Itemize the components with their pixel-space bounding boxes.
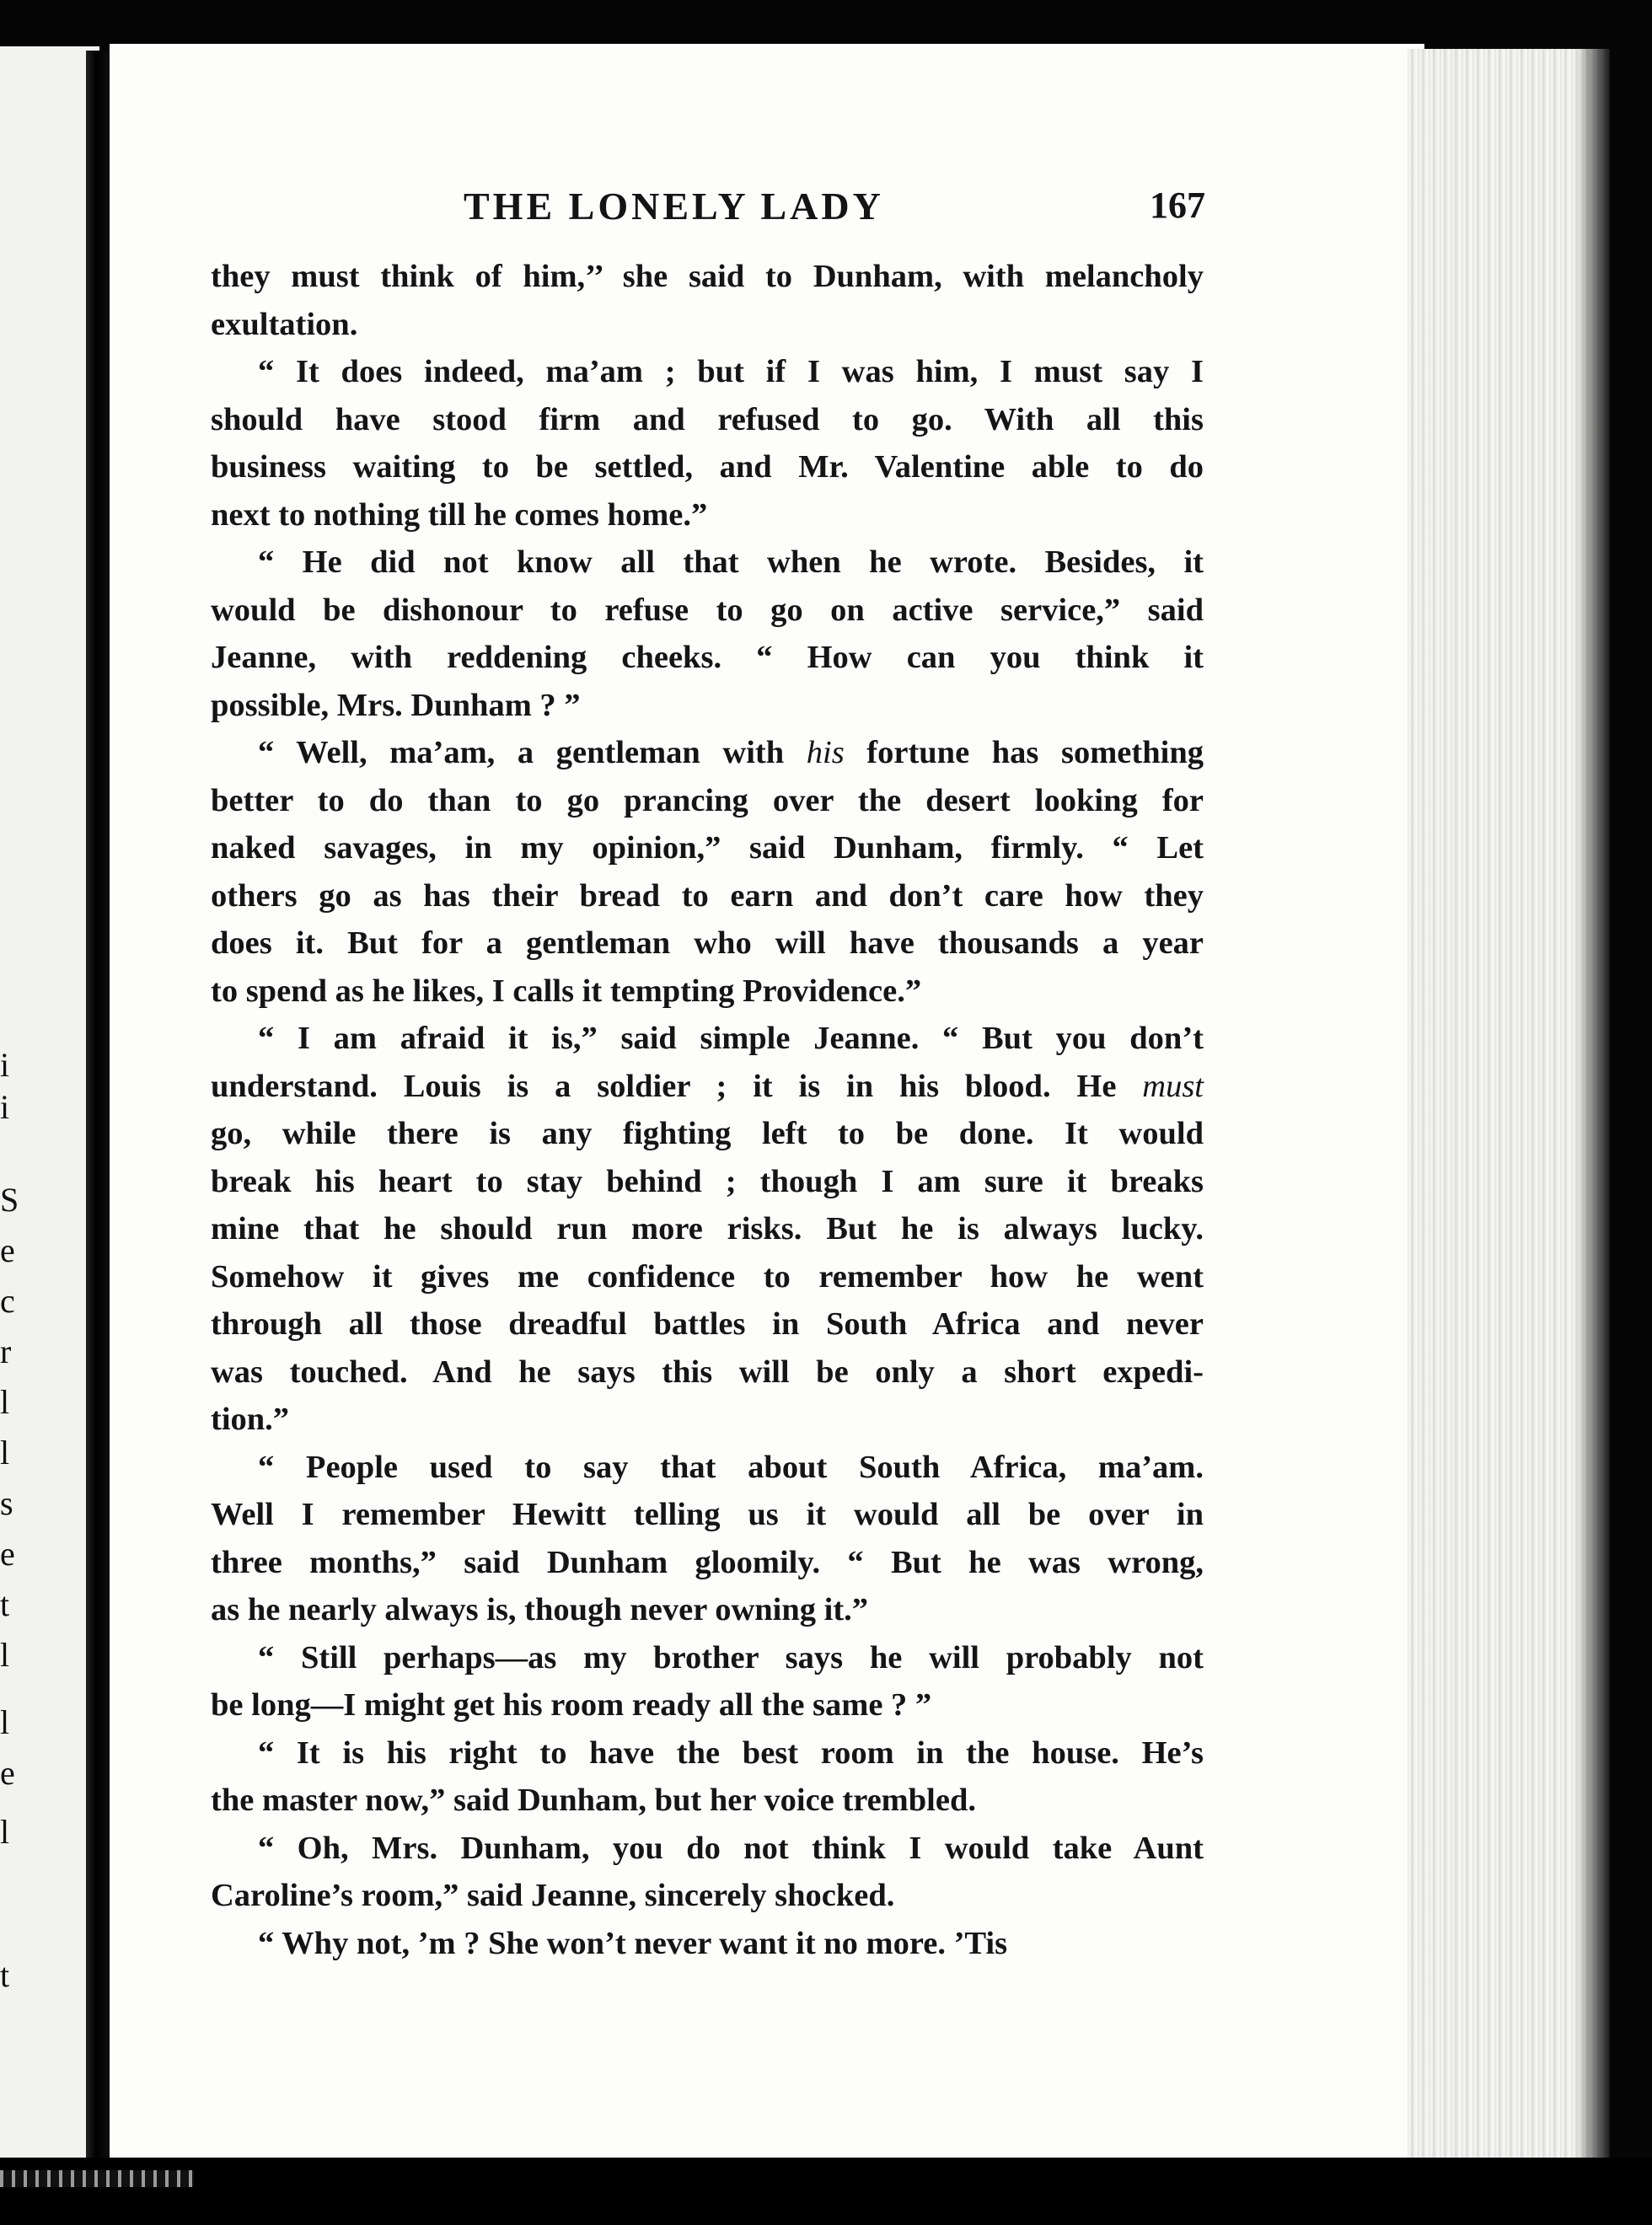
text-line: three months,” said Dunham gloomily. “ But he was wrong, xyxy=(211,1544,1204,1580)
margin-character: t xyxy=(0,1956,10,1994)
margin-character: s xyxy=(0,1484,13,1522)
text-line: they must think of him,’’ she said to Dunham, with melancholy xyxy=(211,259,1204,294)
margin-character: l xyxy=(0,1383,10,1421)
margin-character: l xyxy=(0,1703,10,1741)
text-line: was touched. And he says this will be only a short expedi- xyxy=(211,1354,1204,1390)
ruler-ticks xyxy=(0,2170,194,2187)
text-line: tion.” xyxy=(211,1402,290,1437)
text-line: to spend as he likes, I calls it tempting Providence.” xyxy=(211,973,922,1009)
book-gutter xyxy=(86,51,111,2183)
paragraph xyxy=(211,1015,1204,1444)
body-text xyxy=(211,253,1204,1967)
text-line: “ Still perhaps—as my brother says he will probably not xyxy=(258,1639,1204,1675)
margin-character: i xyxy=(0,1046,10,1084)
facing-page-edge xyxy=(0,46,99,2187)
text-line: understand. Louis is a soldier ; it is in his blood. He must xyxy=(211,1068,1204,1104)
text-line: through all those dreadful battles in South Africa and never xyxy=(211,1306,1204,1342)
text-line: the master now,” said Dunham, but her voice trembled. xyxy=(211,1783,976,1818)
text-line: would be dishonour to refuse to go on active service,” said xyxy=(211,592,1204,628)
text-line: does it. But for a gentleman who will have thousands a year xyxy=(211,925,1204,961)
text-line: possible, Mrs. Dunham ? ” xyxy=(211,687,581,723)
text-line: Jeanne, with reddening cheeks. “ How can you think it xyxy=(211,640,1204,675)
paragraph xyxy=(211,729,1204,1015)
paragraph xyxy=(211,253,1204,348)
text-line: be long—I might get his room ready all the same ? ” xyxy=(211,1687,932,1723)
text-line: mine that he should run more risks. But he is always lucky. xyxy=(211,1211,1204,1247)
paragraph xyxy=(211,1825,1204,1920)
margin-character: e xyxy=(0,1535,15,1573)
text-line: “ It is his right to have the best room in the house. He’s xyxy=(258,1734,1204,1771)
paragraph xyxy=(211,539,1204,729)
text-line: “ People used to say that about South Africa, ma’am. xyxy=(258,1449,1204,1485)
paragraph xyxy=(211,348,1204,539)
text-line: next to nothing till he comes home.” xyxy=(211,496,708,533)
running-title: THE LONELY LADY xyxy=(464,185,884,228)
text-line: “ Why not, ’m ? She won’t never want it no more. ’Tis xyxy=(258,1925,1008,1961)
text-line: naked savages, in my opinion,” said Dunham, firmly. “ Let xyxy=(211,830,1204,866)
text-line: others go as has their bread to earn and don’t care how they xyxy=(211,877,1204,914)
text-line: Somehow it gives me confidence to remember how he went xyxy=(211,1258,1204,1295)
bottom-shadow xyxy=(0,2158,1652,2225)
facing-page-margin-text xyxy=(0,46,17,2187)
text-line: better to do than to go prancing over the desert looking for xyxy=(211,782,1204,818)
margin-character: r xyxy=(0,1332,12,1370)
paragraph xyxy=(211,1444,1204,1634)
margin-character: e xyxy=(0,1231,15,1269)
page-number: 167 xyxy=(1150,185,1205,226)
margin-character: e xyxy=(0,1754,15,1792)
margin-character: l xyxy=(0,1636,10,1674)
text-line: “ I am afraid it is,” said simple Jeanne. “ But you don’t xyxy=(258,1021,1204,1056)
paragraph xyxy=(211,1920,1204,1968)
margin-character: c xyxy=(0,1282,15,1320)
text-line: “ It does indeed, ma’am ; but if I was him, I must say I xyxy=(258,354,1204,389)
margin-character: l xyxy=(0,1434,10,1472)
text-line: break his heart to stay behind ; though I am sure it breaks xyxy=(211,1163,1204,1199)
text-line: go, while there is any fighting left to be done. It would xyxy=(211,1116,1204,1151)
page-fore-edge xyxy=(1408,49,1610,2181)
text-line: should have stood firm and refused to go. With all this xyxy=(211,401,1204,437)
text-line: “ Oh, Mrs. Dunham, you do not think I would take Aunt xyxy=(258,1830,1204,1866)
margin-character: i xyxy=(0,1088,10,1126)
text-line: “ Well, ma’am, a gentleman with his fortune has something xyxy=(258,735,1204,770)
page-header xyxy=(211,184,1205,234)
text-line: exultation. xyxy=(211,306,358,342)
paragraph xyxy=(211,1729,1204,1825)
margin-character: t xyxy=(0,1585,10,1623)
paragraph xyxy=(211,1634,1204,1729)
margin-character: S xyxy=(0,1181,19,1219)
text-line: as he nearly always is, though never owning it.” xyxy=(211,1592,869,1627)
text-line: Well I remember Hewitt telling us it would all be over in xyxy=(211,1497,1204,1532)
text-line: business waiting to be settled, and Mr. Valentine able to do xyxy=(211,449,1204,485)
text-line: Caroline’s room,” said Jeanne, sincerely shocked. xyxy=(211,1878,895,1913)
margin-character: l xyxy=(0,1813,10,1851)
text-line: “ He did not know all that when he wrote. Besides, it xyxy=(258,544,1204,580)
